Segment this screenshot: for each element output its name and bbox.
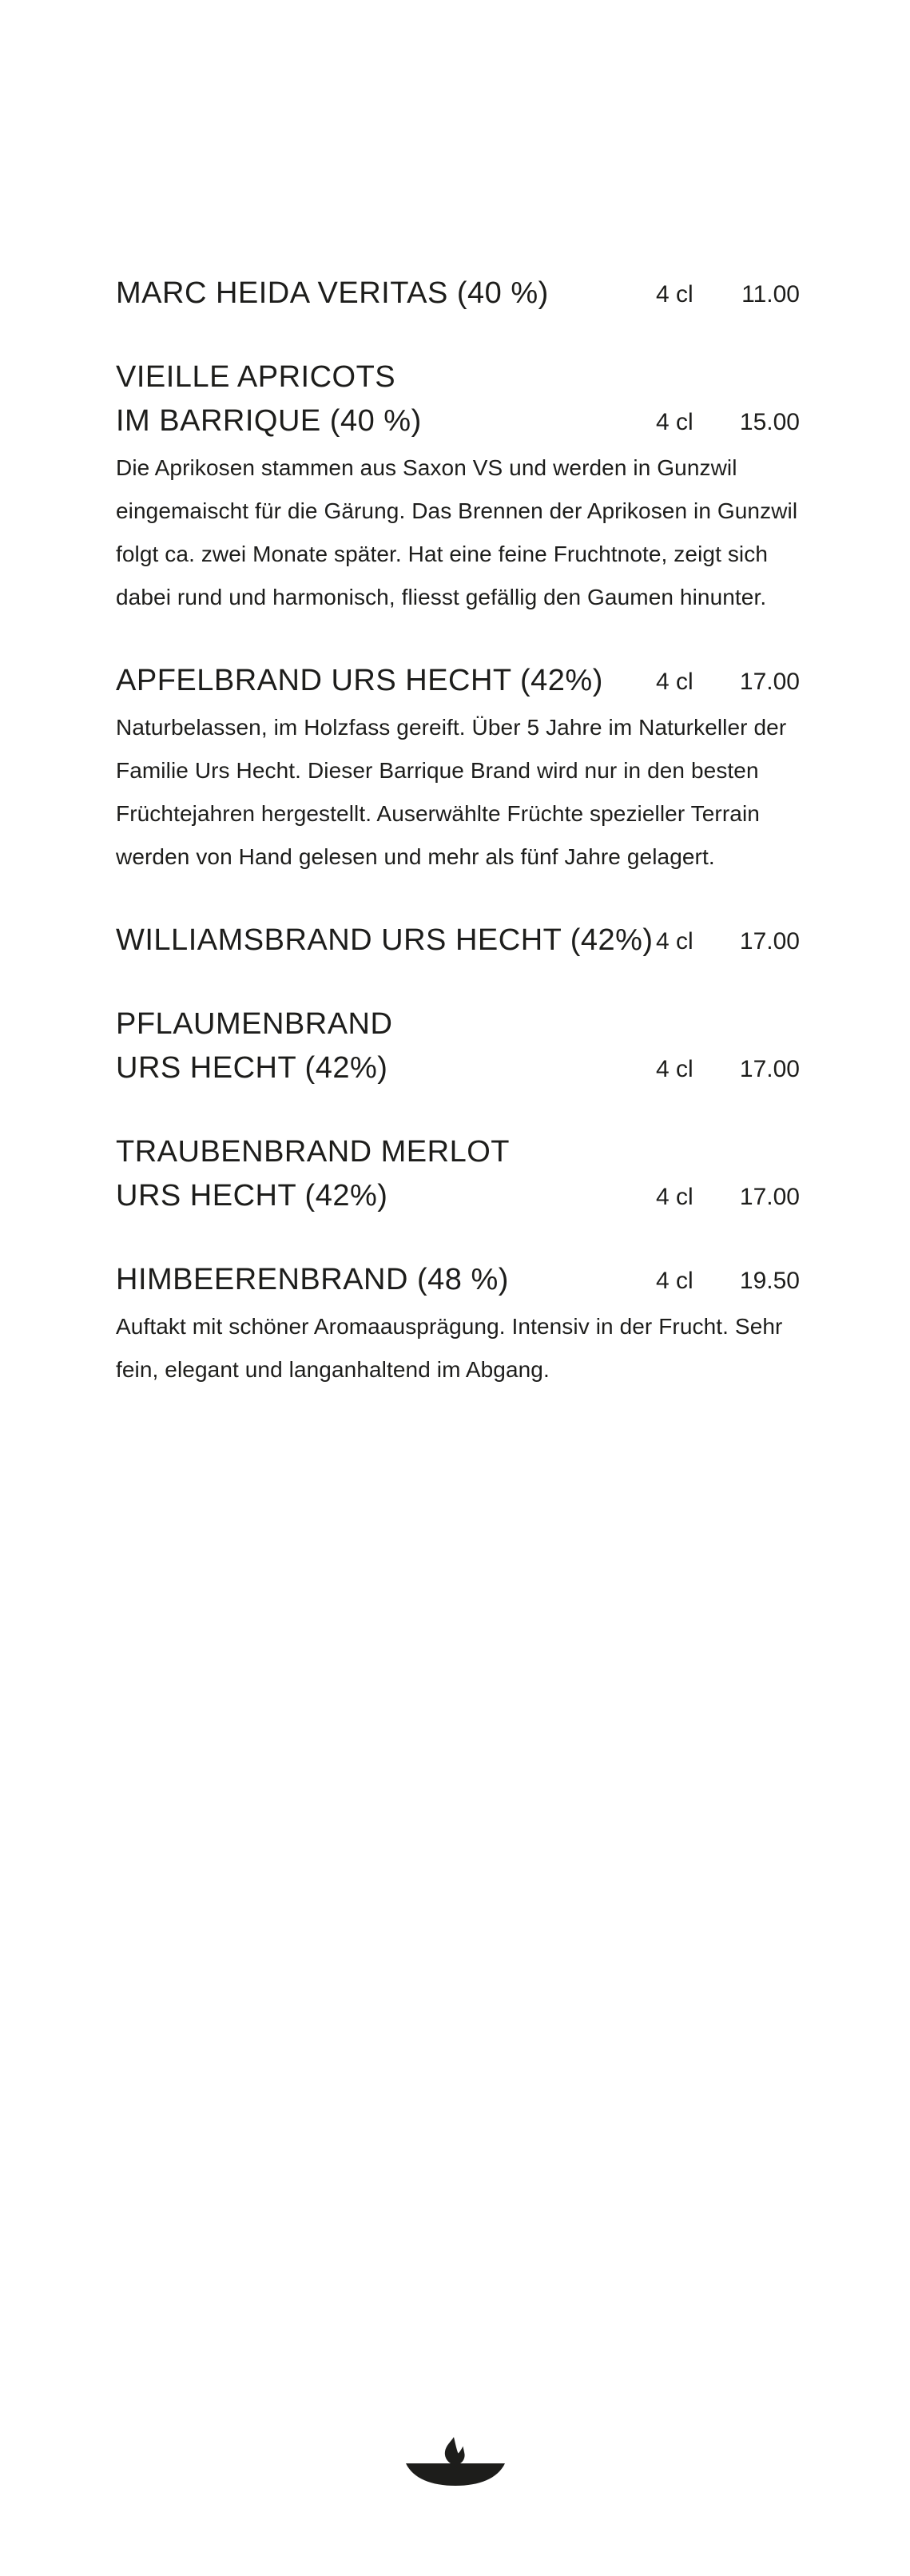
menu-item bbox=[116, 272, 800, 316]
item-price: 17.00 bbox=[739, 1184, 800, 1210]
item-price: 17.00 bbox=[739, 669, 800, 695]
item-name-line: MARC HEIDA VERITAS (40 %) bbox=[116, 276, 549, 310]
item-price: 17.00 bbox=[739, 1056, 800, 1082]
menu-item bbox=[116, 1258, 800, 1391]
menu-item bbox=[116, 1130, 800, 1218]
item-name bbox=[116, 919, 656, 963]
item-description: Die Aprikosen stammen aus Saxon VS und werden in Gunzwil eingemaischt für die Gärung. Das Brennen der Aprikosen in Gunzwil folgt ca. zwei Monate später. Hat eine feine Fruchtnote, zeigt sich dabei rund und harmonisch, fliesst gefällig den Gaumen hinunter. bbox=[116, 455, 798, 609]
item-price: 15.00 bbox=[739, 409, 800, 435]
item-serving-size: 4 cl bbox=[656, 1184, 693, 1210]
menu-items-list bbox=[116, 272, 800, 1431]
item-serving-size: 4 cl bbox=[656, 281, 693, 308]
item-name-line: PFLAUMENBRAND bbox=[116, 1007, 393, 1041]
menu-item bbox=[116, 919, 800, 963]
menu-item-row bbox=[116, 659, 800, 703]
menu-item-row bbox=[116, 355, 800, 443]
menu-item-row bbox=[116, 919, 800, 963]
menu-item-row bbox=[116, 1258, 800, 1302]
item-name-line: IM BARRIQUE (40 %) bbox=[116, 404, 422, 438]
item-name-line: HIMBEERENBRAND (48 %) bbox=[116, 1263, 509, 1296]
item-serving-size: 4 cl bbox=[656, 669, 693, 695]
item-name-line: APFELBRAND URS HECHT (42%) bbox=[116, 664, 603, 697]
flame-bowl-icon bbox=[406, 2437, 505, 2487]
item-name bbox=[116, 1130, 656, 1218]
item-name-line: VIEILLE APRICOTS bbox=[116, 360, 396, 394]
item-name-line: URS HECHT (42%) bbox=[116, 1179, 388, 1213]
item-name bbox=[116, 272, 656, 316]
item-name bbox=[116, 1002, 656, 1090]
item-price: 19.50 bbox=[739, 1268, 800, 1294]
item-serving-size: 4 cl bbox=[656, 1056, 693, 1082]
item-serving-size: 4 cl bbox=[656, 409, 693, 435]
item-description: Naturbelassen, im Holzfass gereift. Über 5 Jahre im Naturkeller der Familie Urs Hecht. Dieser Barrique Brand wird nur in den besten Früchtejahren hergestellt. Auserwählte Früchte spezieller Terrain werden von Hand gelesen und mehr als fünf Jahre gelagert. bbox=[116, 715, 787, 869]
menu-item bbox=[116, 659, 800, 879]
item-name-line: URS HECHT (42%) bbox=[116, 1051, 388, 1085]
item-serving-size: 4 cl bbox=[656, 928, 693, 955]
menu-item-row bbox=[116, 1002, 800, 1090]
item-description: Auftakt mit schöner Aromaausprägung. Intensiv in der Frucht. Sehr fein, elegant und langanhaltend im Abgang. bbox=[116, 1314, 783, 1382]
menu-item-row bbox=[116, 272, 800, 316]
restaurant-logo bbox=[406, 2437, 505, 2487]
item-name-line: WILLIAMSBRAND URS HECHT (42%) bbox=[116, 923, 654, 957]
item-name bbox=[116, 355, 656, 443]
item-price: 17.00 bbox=[739, 928, 800, 955]
item-price: 11.00 bbox=[741, 281, 800, 308]
item-name bbox=[116, 659, 656, 703]
item-name-line: TRAUBENBRAND MERLOT bbox=[116, 1135, 510, 1169]
menu-item bbox=[116, 1002, 800, 1090]
item-serving-size: 4 cl bbox=[656, 1268, 693, 1294]
item-name bbox=[116, 1258, 656, 1302]
menu-item bbox=[116, 355, 800, 619]
menu-item-row bbox=[116, 1130, 800, 1218]
